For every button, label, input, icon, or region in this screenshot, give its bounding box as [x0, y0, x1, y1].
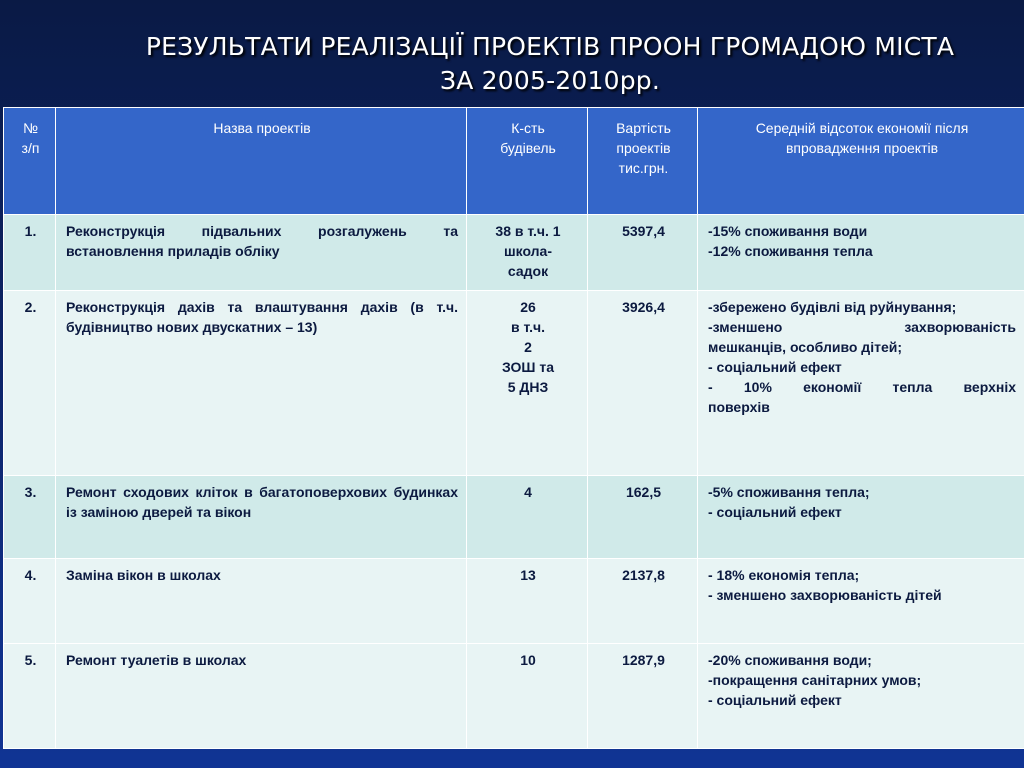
row-number: 3.: [4, 476, 56, 559]
header-project-name: Назва проектів: [56, 108, 467, 215]
slide-title-line2: ЗА 2005-2010рр.: [439, 66, 661, 95]
slide-title-line1: РЕЗУЛЬТАТИ РЕАЛІЗАЦІЇ ПРОЕКТІВ ПРООН ГРОМАДОЮ МІСТА: [145, 32, 955, 61]
building-count: 4: [467, 476, 588, 559]
project-name: Ремонт туалетів в школах: [56, 644, 467, 749]
saving-result: -5% споживання тепла; - соціальний ефект: [698, 476, 1024, 559]
row-number: 2.: [4, 291, 56, 476]
project-name: Реконструкція підвальних розгалужень та встановлення приладів обліку: [56, 215, 467, 291]
table-row: [4, 644, 1024, 749]
project-name: Реконструкція дахів та влаштування дахів (в т.ч. будівництво нових двускатних – 13): [56, 291, 467, 476]
header-building-count: К-сть будівель: [467, 108, 588, 215]
saving-result: -збережено будівлі від руйнування; -зменшено захворюваність мешканців, особливо дітей; - соціальний ефект - 10% економії тепла верхніх поверхів: [698, 291, 1024, 476]
table-row: [4, 559, 1024, 644]
building-count: 10: [467, 644, 588, 749]
header-project-cost: Вартість проектів тис.грн.: [588, 108, 698, 215]
saving-result: -20% споживання води; -покращення санітарних умов; - соціальний ефект: [698, 644, 1024, 749]
projects-table: [3, 107, 1024, 749]
header-row: [4, 108, 1024, 215]
building-count: 13: [467, 559, 588, 644]
project-cost: 2137,8: [588, 559, 698, 644]
project-cost: 5397,4: [588, 215, 698, 291]
project-cost: 3926,4: [588, 291, 698, 476]
building-count: 38 в т.ч. 1 школа- садок: [467, 215, 588, 291]
row-number: 5.: [4, 644, 56, 749]
slide-title: [0, 30, 1024, 98]
project-cost: 1287,9: [588, 644, 698, 749]
table-row: [4, 291, 1024, 476]
table-row: [4, 215, 1024, 291]
row-number: 4.: [4, 559, 56, 644]
project-name: Заміна вікон в школах: [56, 559, 467, 644]
header-average-saving: Середній відсоток економії після впровадження проектів: [698, 108, 1024, 215]
saving-result: -15% споживання води -12% споживання тепла: [698, 215, 1024, 291]
project-cost: 162,5: [588, 476, 698, 559]
saving-result: - 18% економія тепла; - зменшено захворюваність дітей: [698, 559, 1024, 644]
table-row: [4, 476, 1024, 559]
row-number: 1.: [4, 215, 56, 291]
building-count: 26 в т.ч. 2 ЗОШ та 5 ДНЗ: [467, 291, 588, 476]
project-name: Ремонт сходових кліток в багатоповерхових будинках із заміною дверей та вікон: [56, 476, 467, 559]
header-number: № з/п: [4, 108, 56, 215]
